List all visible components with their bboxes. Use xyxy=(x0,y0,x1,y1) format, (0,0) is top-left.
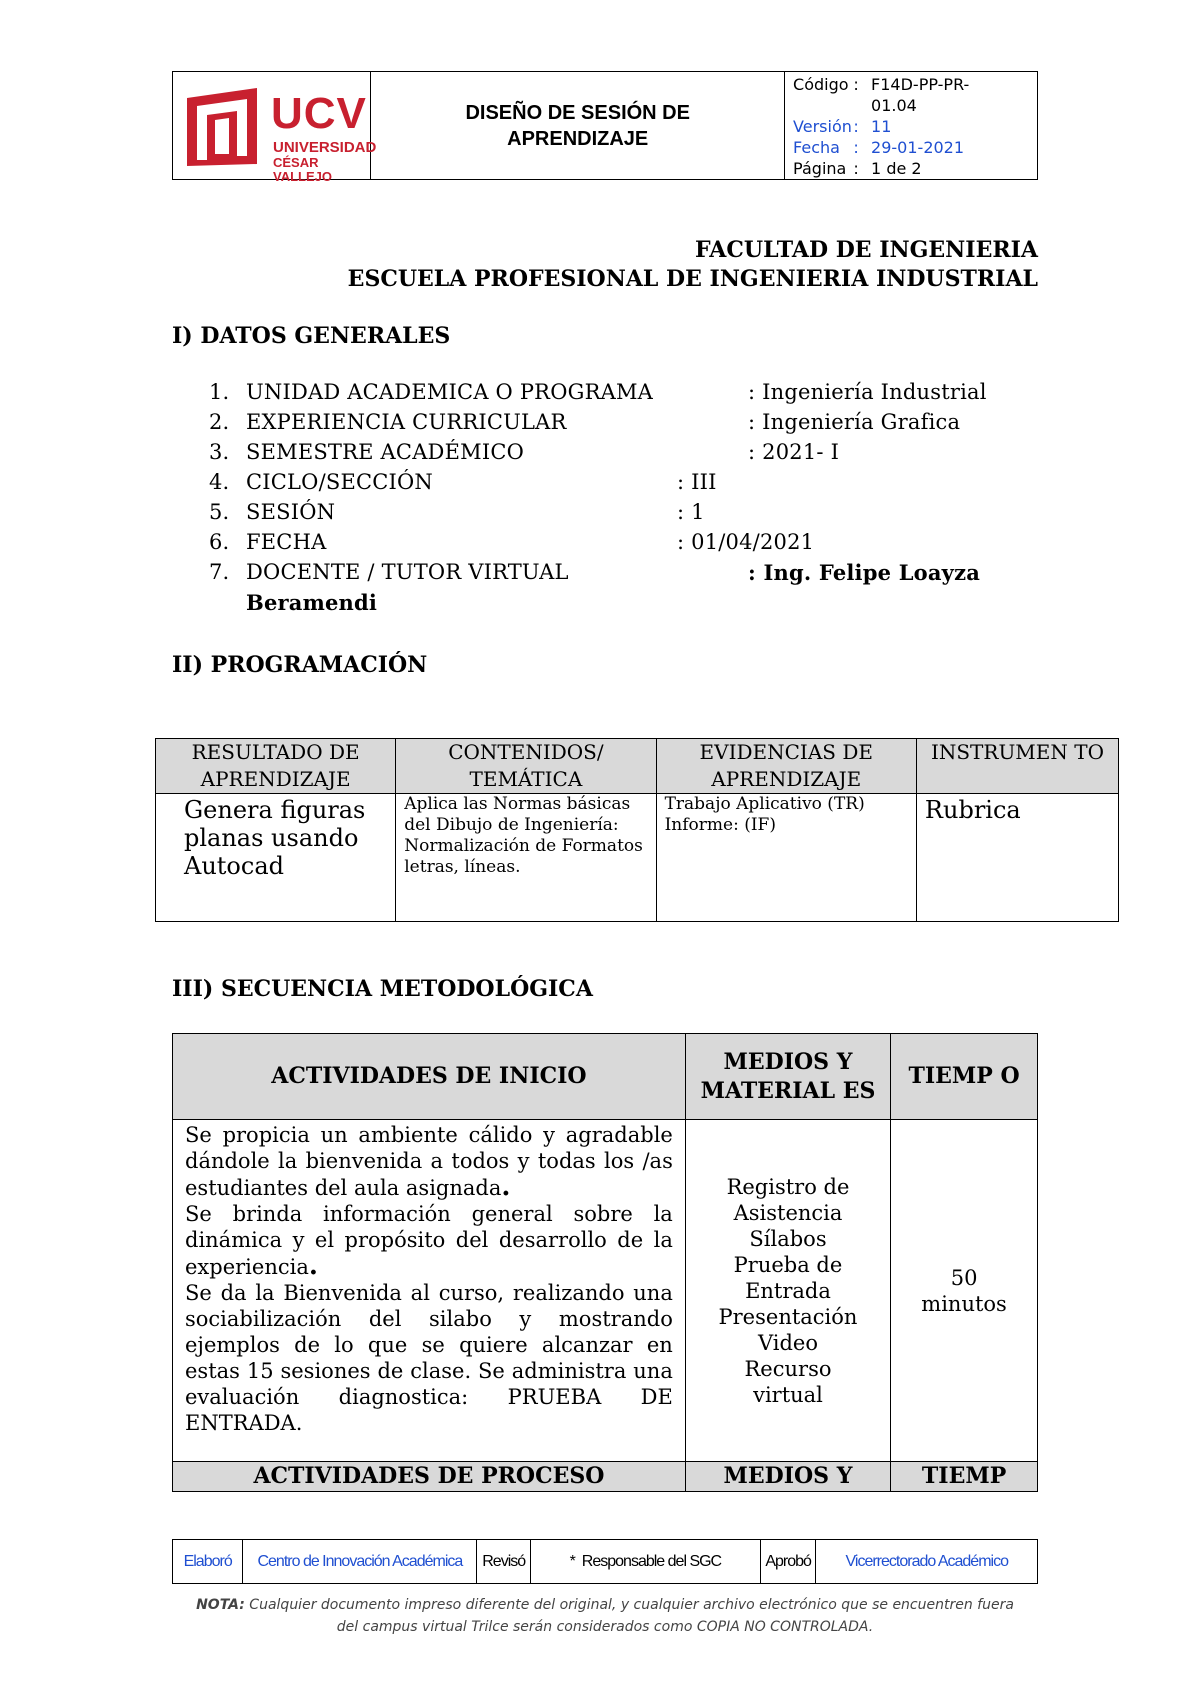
header-proceso-tiempo: TIEMP xyxy=(891,1462,1038,1492)
inicio-activities-cell: Se propicia un ambiente cálido y agradable dándole la bienvenida a todos y todas los /as estudiantes del aula asignada. Se brinda información general sobre la dinámica y el propósito del desarrollo de la experiencia. Se da la Bienvenida al curso, realizando una sociabilización del silabo y mostrando ejemplos de lo que se quiere alcanzar en estas 15 sesiones de clase. Se administra una evaluación diagnostica: PRUEBA DE ENTRADA. xyxy=(173,1120,686,1462)
resultado-cell: Genera figuras planas usando Autocad xyxy=(156,794,396,922)
title-line-1: DISEÑO DE SESIÓN DE xyxy=(465,101,690,124)
aprobo-label: Aprobó xyxy=(760,1540,816,1584)
inicio-paragraph-1: Se propicia un ambiente cálido y agradable dándole la bienvenida a todos y todas los /as estudiantes del aula asignada xyxy=(185,1123,673,1200)
programacion-table xyxy=(155,738,1119,922)
logo-brand: UCV xyxy=(271,89,367,138)
medio-item: Presentación xyxy=(718,1304,858,1329)
bullet-icon: * xyxy=(569,1552,582,1570)
medio-item: virtual xyxy=(753,1382,823,1407)
elaboro-label: Elaboró xyxy=(173,1540,243,1584)
evidencias-cell: Trabajo Aplicativo (TR) Informe: (IF) xyxy=(656,794,916,922)
medio-item: Registro de xyxy=(726,1174,850,1199)
elaboro-value: Centro de Innovación Académica xyxy=(243,1540,477,1584)
list-item: 7. DOCENTE / TUTOR VIRTUAL : Ing. Felipe Loayza xyxy=(209,560,981,585)
document-meta xyxy=(785,72,1038,180)
section-secuencia-title: III) SECUENCIA METODOLÓGICA xyxy=(172,976,593,1002)
meta-version: Versión : 11 xyxy=(793,117,892,136)
logo-line2: CÉSAR VALLEJO xyxy=(273,155,332,184)
school-title: ESCUELA PROFESIONAL DE INGENIERIA INDUSTRIAL xyxy=(347,266,1038,292)
medio-item: Entrada xyxy=(745,1278,831,1303)
header-evidencias: EVIDENCIAS DE APRENDIZAJE xyxy=(656,739,916,794)
reviso-value-cell xyxy=(530,1540,760,1584)
list-item: 5. SESIÓN : 1 xyxy=(209,500,705,524)
secuencia-table xyxy=(172,1033,1038,1492)
inicio-tiempo-cell xyxy=(891,1120,1038,1462)
header-actividades-proceso: ACTIVIDADES DE PROCESO xyxy=(173,1462,686,1492)
meta-page: Página : 1 de 2 xyxy=(793,159,922,178)
section-programacion-title: II) PROGRAMACIÓN xyxy=(172,652,428,678)
medio-item: Video xyxy=(757,1330,818,1355)
note-text: Cualquier documento impreso diferente del original, y cualquier archivo electrónico que se encuentren fuera del campus virtual Trilce serán considerados como COPIA NO CONTROLADA. xyxy=(244,1597,1014,1635)
inicio-paragraph-3: Se da la Bienvenida al curso, realizando una sociabilización del silabo y mostrando ejemplos de lo que se quiere alcanzar en estas 15 sesiones de clase. Se administra una evaluación diagnostica: PRUEBA DE ENTRADA. xyxy=(185,1281,673,1435)
instrumento-cell: Rubrica xyxy=(916,794,1118,922)
header-resultado: RESULTADO DE APRENDIZAJE xyxy=(156,739,396,794)
note-prefix: NOTA: xyxy=(196,1597,245,1613)
header-medios: MEDIOS Y MATERIAL ES xyxy=(685,1034,890,1120)
faculty-title: FACULTAD DE INGENIERIA xyxy=(694,237,1038,263)
header-instrumento: INSTRUMEN TO xyxy=(916,739,1118,794)
medio-item: Asistencia xyxy=(733,1200,843,1225)
list-item: 4. CICLO/SECCIÓN : III xyxy=(209,470,717,494)
footer-note xyxy=(185,1594,1025,1638)
section-datos-generales-title: I) DATOS GENERALES xyxy=(172,323,451,349)
document-header xyxy=(172,71,1038,184)
title-line-2: APRENDIZAJE xyxy=(507,127,649,150)
header-proceso-medios: MEDIOS Y xyxy=(685,1462,890,1492)
document-title xyxy=(371,72,785,180)
medio-item: Sílabos xyxy=(749,1226,827,1251)
list-item-continuation: Beramendi xyxy=(246,590,378,615)
aprobo-value: Vicerrectorado Académico xyxy=(816,1540,1038,1584)
contenidos-cell: Aplica las Normas básicas del Dibujo de Ingeniería: Normalización de Formatos letras, líneas. xyxy=(396,794,656,922)
header-contenidos: CONTENIDOS/ TEMÁTICA xyxy=(396,739,656,794)
list-item: 3. SEMESTRE ACADÉMICO : 2021- I xyxy=(209,440,840,464)
tiempo-unit: minutos xyxy=(921,1291,1007,1316)
medio-item: Prueba de xyxy=(733,1252,843,1277)
inicio-paragraph-2: Se brinda información general sobre la dinámica y el propósito del desarrollo de la experiencia xyxy=(185,1202,673,1279)
inicio-medios-cell xyxy=(685,1120,890,1462)
reviso-value: Responsable del SGC xyxy=(581,1552,722,1570)
list-item: 2. EXPERIENCIA CURRICULAR : Ingeniería Grafica xyxy=(209,410,961,434)
meta-code: Código : F14D-PP-PR- xyxy=(793,75,970,94)
approval-footer xyxy=(172,1539,1038,1584)
medio-item: Recurso xyxy=(744,1356,832,1381)
header-tiempo: TIEMP O xyxy=(891,1034,1038,1120)
reviso-label: Revisó xyxy=(477,1540,531,1584)
list-item: 1. UNIDAD ACADEMICA O PROGRAMA : Ingeniería Industrial xyxy=(209,380,987,404)
logo-line1: UNIVERSIDAD xyxy=(273,139,377,156)
list-item: 6. FECHA : 01/04/2021 xyxy=(209,530,815,554)
logo-cell xyxy=(173,72,377,184)
meta-code-cont: 01.04 xyxy=(871,96,917,115)
meta-date: Fecha : 29-01-2021 xyxy=(793,138,965,157)
header-actividades-inicio: ACTIVIDADES DE INICIO xyxy=(173,1034,686,1120)
tiempo-value: 50 xyxy=(950,1265,978,1290)
